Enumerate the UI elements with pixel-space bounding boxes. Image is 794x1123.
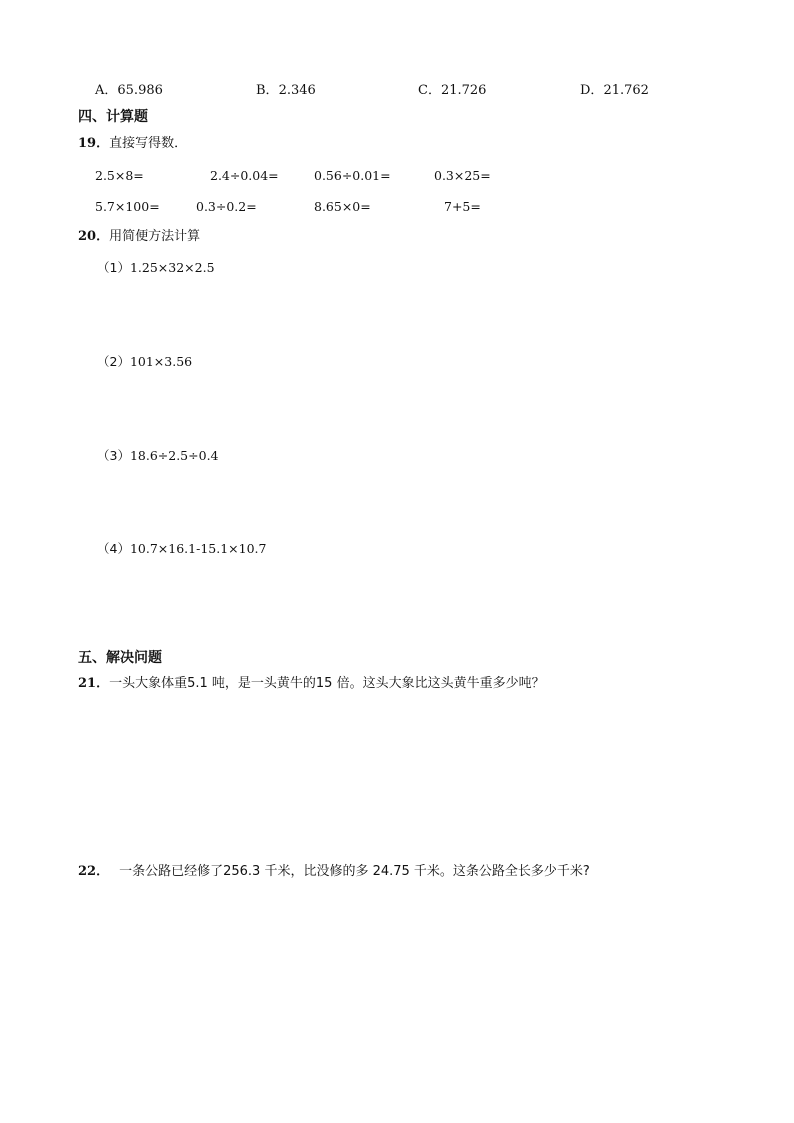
section-heading-calculation: 四、计算题 [78,109,148,125]
option-value: 21.726 [440,83,487,98]
simplify-item-4 [97,540,266,558]
simplify-item-3 [97,447,219,465]
option-letter: C． [418,83,441,98]
option-value: 2.346 [278,83,316,98]
item-label: （4） [97,541,130,556]
item-label: （3） [97,448,130,463]
mental-math-item: 0.3×25= [434,168,491,183]
option-letter: A． [95,83,118,98]
option-value: 21.762 [603,83,649,98]
mental-math-item: 0.56÷0.01= [314,168,391,183]
item-label: （1） [97,260,130,275]
simplify-item-1 [97,259,215,277]
section-heading-problem-solving: 五、解决问题 [78,650,162,666]
item-expression: 101×3.56 [129,354,193,369]
question-21 [78,675,545,693]
option-b [256,82,316,100]
mental-math-item: 8.65×0= [314,199,371,214]
question-19 [78,135,187,153]
option-letter: D． [580,83,604,98]
question-number: 20． [78,229,110,244]
question-text: 一条公路已经修了256.3 千米，比没修的多 24.75 千米。这条公路全长多少千米? [119,864,590,879]
question-22 [78,863,590,881]
question-number: 19． [78,136,110,151]
mental-math-item: 2.5×8= [95,168,144,183]
question-prompt: 直接写得数． [109,136,188,151]
question-text: 一头大象体重5.1 吨，是一头黄牛的15 倍。这头大象比这头黄牛重多少吨？ [109,676,545,691]
option-a [95,82,163,100]
mental-math-item: 7+5= [444,199,481,214]
mental-math-item: 2.4÷0.04= [210,168,279,183]
option-d [580,82,649,100]
question-number: 22． [78,864,110,879]
option-c [418,82,486,100]
question-20 [78,228,200,246]
item-expression: 10.7×16.1-15.1×10.7 [129,541,267,556]
item-expression: 1.25×32×2.5 [129,260,215,275]
item-label: （2） [97,354,130,369]
mental-math-item: 5.7×100= [95,199,160,214]
question-number: 21． [78,676,110,691]
item-expression: 18.6÷2.5÷0.4 [129,448,219,463]
option-value: 65.986 [117,83,163,98]
mental-math-item: 0.3÷0.2= [196,199,257,214]
question-prompt: 用简便方法计算 [109,229,201,244]
option-letter: B． [256,83,279,98]
simplify-item-2 [97,353,192,371]
